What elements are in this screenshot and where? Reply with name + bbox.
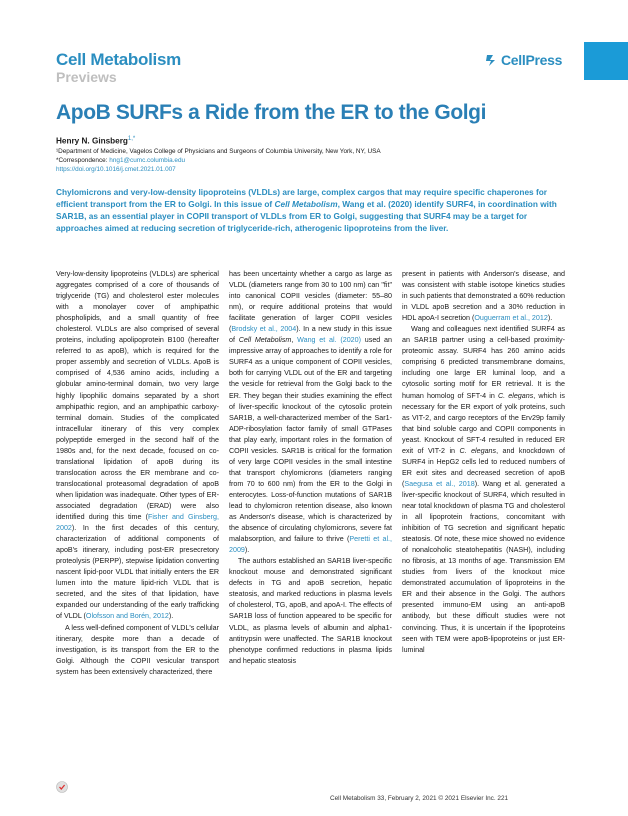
publisher-logo[interactable] xyxy=(484,52,562,68)
journal-name: Cell Metabolism xyxy=(56,50,181,69)
correspondence-email[interactable]: hng1@cumc.columbia.edu xyxy=(109,157,186,164)
text-run: ). Wang et al. generated a liver-specific knockout of SURF4, which resulted in near total knockdown of plasma TG and cholesterol in all lipoprotein fractions, concomitant with inhibition of TG secretion and significant hepatic steatosis. Of note, these mice showed no evidence of nonalcoholic steatohepatitis (NASH), including no fibrosis, at 13 months of age. Transmission EM studies from livers of the knockout mice demonstrated accumulation of lipoproteins in the ER and their absence in the Golgi. The authors presented immuno-EM using an anti-apoB antibody, but these difficult studies were not convincing. Thus, it is uncertain if the lipoproteins seen with TEM were apoB-lipoproteins or just ER-luminal xyxy=(402,479,565,654)
citation-link[interactable]: Ouguerram et al., 2012 xyxy=(474,314,548,323)
text-run: present in patients with Anderson's disease, and was consistent with stable isotope kinetics studies in such patients that demonstrated a 60% reduction in VLDL apoB secretion and a 30% reduction in HDL apoA-I secretion ( xyxy=(402,270,565,323)
body-column-3 xyxy=(402,269,565,656)
crossmark-icon[interactable] xyxy=(56,781,68,800)
body-paragraph: A less well-defined component of VLDL's cellular itinerary, despite more than a decade of investigation, is its transport from the ER to the Golgi. Although the COPII vesicular transport system has been extensively characterized, there xyxy=(56,623,219,676)
body-column-2 xyxy=(229,269,392,667)
body-paragraph xyxy=(402,324,565,655)
body-paragraph: The authors established an SAR1B liver-specific knockout mouse and demonstrated significant defects in TG and apoB secretion, hepatic steatosis, and marked reductions in plasma levels of cholesterol, TG, apoB, and apoA-I. The effects of SAR1B loss of function appeared to be specific for VLDL, as plasma levels of albumin and alpha1-antitrypsin were unaffected. The SAR1B knockout phenotype confirmed reductions in plasma lipids and hepatic steatosis xyxy=(229,557,392,665)
author-marks: 1,* xyxy=(127,136,136,142)
body-paragraph xyxy=(402,269,565,324)
cellpress-logo-icon xyxy=(484,54,498,67)
species-name: C. elegans xyxy=(459,446,497,455)
text-run: , and knockdown of SURF4 in HepG2 cells led to reduced numbers of ER exit sites and decreased secretion of apoB ( xyxy=(402,446,566,488)
correspondence xyxy=(56,157,185,164)
correspondence-label: *Correspondence: xyxy=(56,157,110,164)
text-run: ). In the first decades of this century, characterization of additional components of apoB's itinerary, including post-ER presecretory proteolysis (PERPP), stepwise lipidation converting nascent lipid-poor VLDL that initially enters the ER lumen into the mature lipid-rich VLDL that is secreted, and the sites of that lipidation, have expanded our understanding of the early trafficking of VLDL ( xyxy=(56,524,219,621)
abstract-text-1: Chylomicrons and very-low-density lipoproteins (VLDLs) are large, complex cargos that may require specific chaperones for efficient transport from the ER to Golgi. In this issue of xyxy=(56,187,548,210)
text-run: ). xyxy=(547,314,553,323)
text-run: Wang and colleagues next identified SURF4 as an SAR1B partner using a cell-based proximity-proteomic assay. SURF4 has 260 amino acids comprising 6 predicted transmembrane domains, including one large ER luminal loop, and a cytosolic sorting motif for ER retrieval. It is the human homolog of SFT-4 in xyxy=(402,325,565,400)
text-run: used an impressive array of approaches to identify a role for SURF4 as a unique component of COPII vesicles, both for carrying VLDL out of the ER and targeting the vesicle for retrieval from the Golgi back to the ER. They began their studies examining the effect of liver-specific knockout of the cytosolic protein SAR1B, a well-characterized member of the Sar1-ADP-ribosylation factor family of small GTPases that play early, important roles in the formation of COPII vesicles. SAR1B is critical for the formation of very large COPII vesicles in the small intestine that transport chylomicrons (diameters ranging from 70 to 600 nm) from the ER to the Golgi in enterocytes. Loss-of-function mutations of SAR1B lead to chylomicron retention disease, also known as Anderson's disease, which is characterized by the absence of circulating chylomicrons, severe fat malabsorption, and failure to thrive ( xyxy=(229,336,392,544)
article-title: ApoB SURFs a Ride from the ER to the Golgi xyxy=(56,101,487,124)
body-paragraph xyxy=(56,269,219,623)
citation-link[interactable]: Wang et al. (2020) xyxy=(297,336,361,345)
author-name: Henry N. Ginsberg xyxy=(56,136,128,146)
text-run: ). xyxy=(168,612,174,621)
body-paragraph xyxy=(229,269,392,556)
text-run: , which is necessary for the ER export of yolk proteins, such as VIT-2, and cargo receptors of the Erv29p family that bind soluble cargo and COPII components in yeast. Knockout of SFT-4 resulted in reduced ER exit of VIT-2 in xyxy=(402,391,565,455)
journal-ref: Cell Metabolism xyxy=(238,336,292,345)
author-line xyxy=(56,136,135,146)
doi-link[interactable] xyxy=(56,166,176,173)
affiliation: ¹Department of Medicine, Vagelos College of Physicians and Surgeons of Columbia University, New York, NY, USA xyxy=(56,148,381,155)
crossmark-badge-icon xyxy=(56,781,68,795)
abstract-journal-ref: Cell Metabolism xyxy=(274,199,338,210)
citation-link[interactable]: Peretti et al., 2009 xyxy=(229,535,392,555)
abstract-text-2: , Wang et al. (2020) identify SURF4, in coordination with SAR1B, as an essential player in COPII transport of VLDLs from ER to Golgi, suggesting that SURF4 may be a target for approaches aimed at reducing secretion of triglyceride-rich, atherogenic lipoproteins from the liver. xyxy=(56,199,557,234)
abstract xyxy=(56,186,568,234)
page-footer: Cell Metabolism 33, February 2, 2021 © 2021 Elsevier Inc. 221 xyxy=(330,795,509,802)
citation-link[interactable]: Brodsky et al., 2004 xyxy=(231,325,297,334)
section-color-tab xyxy=(584,42,628,80)
citation-link[interactable]: Saegusa et al., 2018 xyxy=(404,479,475,488)
citation-link[interactable]: Olofsson and Borén, 2012 xyxy=(85,612,169,621)
text-run: , xyxy=(291,336,298,345)
citation-link[interactable]: Fisher and Ginsberg, 2002 xyxy=(56,513,219,533)
body-column-1 xyxy=(56,269,219,678)
publisher-name: CellPress xyxy=(501,52,563,68)
text-run: has been uncertainty whether a cargo as large as VLDL (diameters range from 30 to 100 nm) can "fit" into canonical COPII vesicles (diameter: 55–80 nm), or require additional proteins that would facilitate generation of larger COPII vesicles ( xyxy=(229,270,392,334)
text-run: ). xyxy=(244,546,250,555)
abstract-paragraph xyxy=(56,186,568,234)
species-name: C. elegans xyxy=(497,391,534,400)
doi-text[interactable]: https://doi.org/10.1016/j.cmet.2021.01.007 xyxy=(56,166,176,173)
text-run: ). In a new study in this issue of xyxy=(229,325,392,345)
section-label: Previews xyxy=(56,69,117,85)
text-run: Very-low-density lipoproteins (VLDLs) are spherical aggregates comprised of a core of thousands of triglyceride (TG) and cholesterol ester molecules with a monolayer cover of amphipathic phospholipids, and a small quantity of free cholesterol. VLDLs are also comprised of several proteins, including apolipoprotein B100 (hereafter referred to as apoB), which is required for the proper assembly and secretion of VLDLs. ApoB is comprised of 4,536 amino acids, including a globular amino-terminal domain, two very large highly lipophilic domains separated by a short amphipathic region, and an amphipathic carboxy-terminal domain. Studies of the complicated intracellular itinerary of this very complex polypeptide emerged in the second half of the 1980s and, for the next decade, focused on co-translational lipidation of apoB during its translocation across the ER membrane and co-translocational proteasomal degradation of apoB when lipidation was inadequate. Other types of ER-associated degradation (ERAD) were also identified during this time ( xyxy=(56,270,219,522)
